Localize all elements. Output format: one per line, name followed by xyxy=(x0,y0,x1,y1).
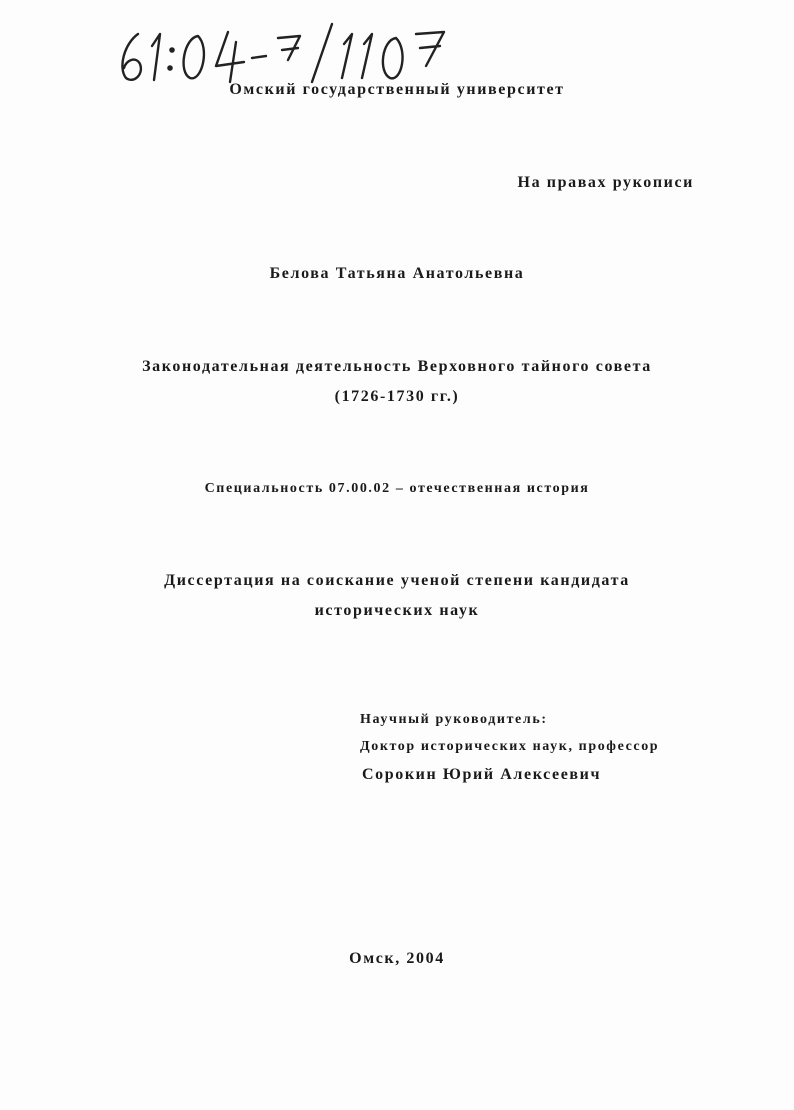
specialty-line: Специальность 07.00.02 – отечественная история xyxy=(204,481,590,496)
dissertation-title-line2: (1726-1730 гг.) xyxy=(334,388,460,405)
place-and-year: Омск, 2004 xyxy=(349,950,445,967)
dissertation-degree-line1: Диссертация на соискание ученой степени кандидата xyxy=(164,572,630,589)
dissertation-degree-line2: исторических наук xyxy=(314,602,480,619)
dissertation-title-line1: Законодательная деятельность Верховного тайного совета xyxy=(142,358,652,375)
supervisor-label: Научный руководитель: xyxy=(360,712,548,727)
supervisor-degree: Доктор исторических наук, профессор xyxy=(360,739,660,754)
university-name: Омский государственный университет xyxy=(229,81,565,98)
handwritten-archive-number xyxy=(112,16,472,86)
manuscript-rights-label: На правах рукописи xyxy=(517,174,694,191)
author-name: Белова Татьяна Анатольевна xyxy=(269,265,525,282)
supervisor-name: Сорокин Юрий Алексеевич xyxy=(362,766,602,783)
